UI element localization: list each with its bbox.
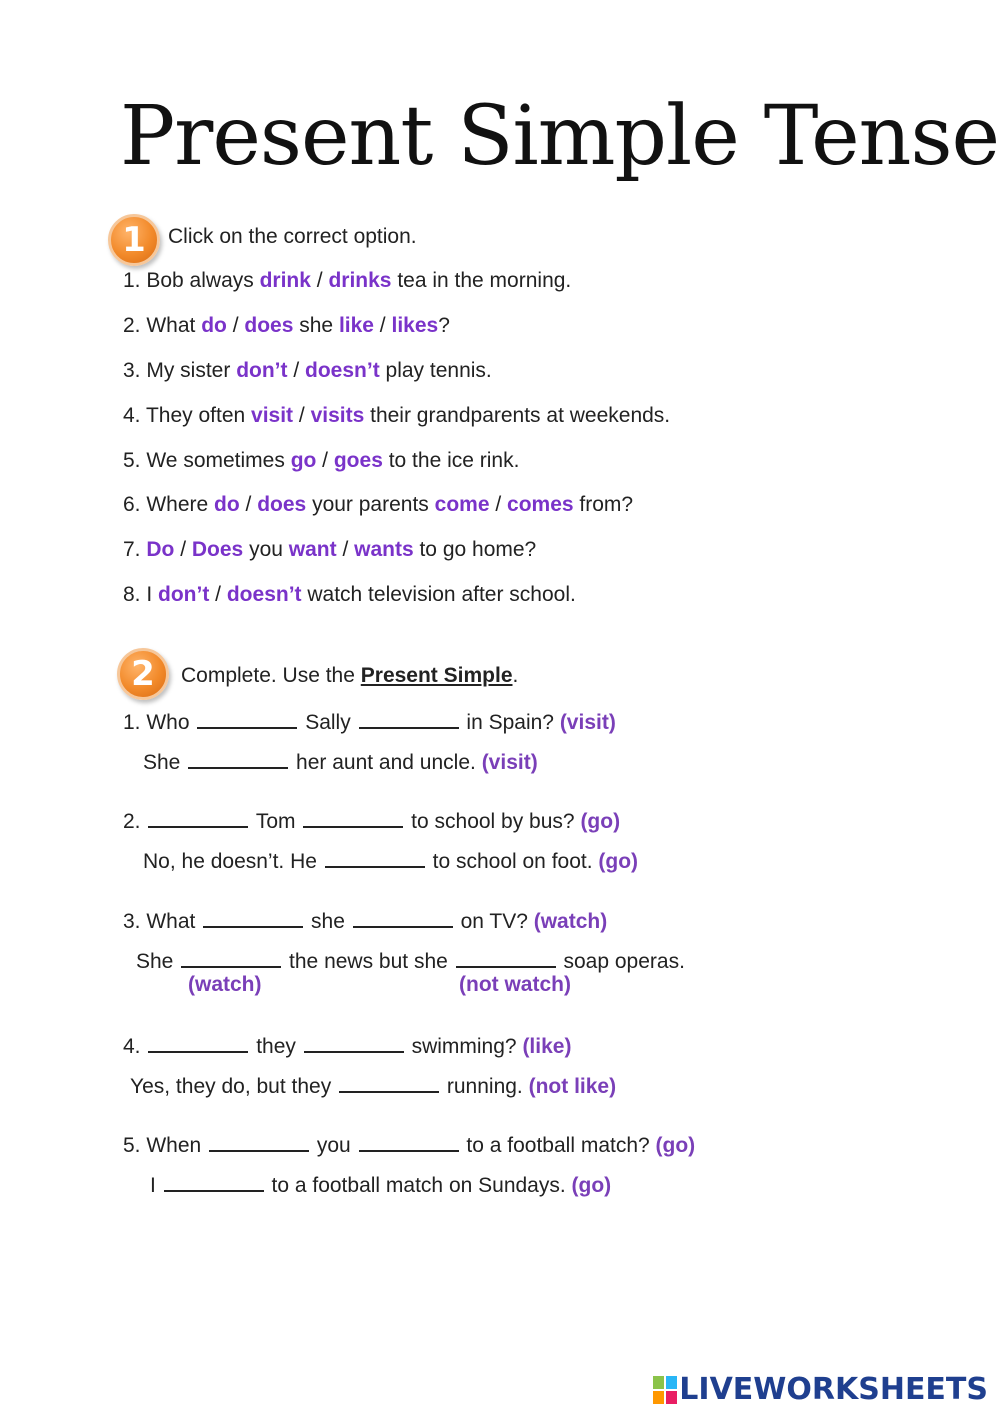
- exercise-2-line: [150, 1172, 611, 1198]
- instruction-text: Complete. Use the: [181, 664, 361, 687]
- item-number: 2.: [123, 314, 147, 337]
- hint-not-watch: (not watch): [459, 973, 571, 996]
- verb-hint: (not like): [528, 1075, 617, 1098]
- exercise-2-number-badge: 2: [117, 648, 169, 700]
- sentence-text: tea in the morning.: [391, 269, 572, 292]
- sentence-text: in Spain?: [460, 711, 560, 734]
- sentence-text: you: [243, 538, 289, 561]
- answer-blank-input[interactable]: [353, 908, 453, 928]
- item-number: 7.: [123, 538, 147, 561]
- brand-footer: [653, 1372, 988, 1407]
- sentence-text: running.: [441, 1075, 529, 1098]
- sentence-text: /: [226, 314, 245, 337]
- answer-option[interactable]: goes: [333, 449, 383, 472]
- exercise-2-line: [130, 1073, 616, 1099]
- answer-blank-input[interactable]: [359, 1132, 459, 1152]
- answer-option[interactable]: Does: [191, 538, 244, 561]
- sentence-text: she: [293, 314, 339, 337]
- answer-option[interactable]: come: [434, 493, 490, 516]
- sentence-text: No, he doesn’t. He: [143, 850, 323, 873]
- sentence-text: you: [311, 1134, 357, 1157]
- answer-blank-input[interactable]: [303, 808, 403, 828]
- exercise-1-item: [123, 449, 519, 473]
- answer-option[interactable]: drinks: [328, 269, 392, 292]
- sentence-text: /: [174, 538, 192, 561]
- sentence-text: Yes, they do, but they: [130, 1075, 338, 1098]
- sentence-text: play tennis.: [379, 359, 492, 382]
- sentence-text: to a football match?: [460, 1134, 656, 1157]
- sentence-text: 4.: [123, 1035, 147, 1058]
- exercise-2-line: [123, 1033, 571, 1059]
- sentence-text: What: [146, 314, 202, 337]
- sentence-text: to school on foot.: [426, 850, 599, 873]
- sentence-text: She: [136, 950, 180, 973]
- sentence-text: /: [293, 404, 311, 427]
- answer-blank-input[interactable]: [359, 709, 459, 729]
- sentence-text: from?: [573, 493, 634, 516]
- exercise-1-item: [123, 583, 576, 607]
- sentence-text: They often: [145, 404, 252, 427]
- answer-blank-input[interactable]: [148, 1033, 248, 1053]
- exercise-2-line: [143, 749, 538, 775]
- answer-blank-input[interactable]: [325, 848, 425, 868]
- sentence-text: to a football match on Sundays.: [265, 1174, 572, 1197]
- exercise-2-instruction: [181, 664, 518, 688]
- answer-option[interactable]: does: [244, 314, 294, 337]
- answer-option[interactable]: comes: [507, 493, 574, 516]
- answer-option[interactable]: doesn’t: [305, 359, 380, 382]
- answer-option[interactable]: visits: [310, 404, 365, 427]
- answer-option[interactable]: do: [201, 314, 227, 337]
- exercise-2-line: [123, 908, 607, 934]
- sentence-text: to go home?: [413, 538, 537, 561]
- sentence-text: Sally: [299, 711, 357, 734]
- sentence-text: they: [250, 1035, 302, 1058]
- verb-hint: (go): [598, 850, 639, 873]
- sentence-text: the news but she: [283, 950, 454, 973]
- sentence-text: /: [310, 269, 329, 292]
- sentence-text: My sister: [146, 359, 237, 382]
- answer-blank-input[interactable]: [304, 1033, 404, 1053]
- instruction-emphasis: Present Simple: [360, 664, 513, 687]
- sentence-text: 2.: [123, 810, 147, 833]
- item-number: 3.: [123, 359, 147, 382]
- answer-blank-input[interactable]: [148, 808, 248, 828]
- verb-hint: (go): [571, 1174, 612, 1197]
- sentence-text: We sometimes: [146, 449, 291, 472]
- verb-hint: (go): [655, 1134, 696, 1157]
- sentence-text: she: [305, 910, 351, 933]
- answer-blank-input[interactable]: [456, 948, 556, 968]
- exercise-1-instruction: Click on the correct option.: [168, 225, 417, 248]
- brand-text: LIVEWORKSHEETS: [679, 1372, 988, 1407]
- answer-option[interactable]: do: [214, 493, 240, 516]
- answer-option[interactable]: likes: [391, 314, 439, 337]
- sentence-text: 5. When: [123, 1134, 208, 1157]
- sentence-text: watch television after school.: [301, 583, 576, 606]
- answer-blank-input[interactable]: [339, 1073, 439, 1093]
- answer-blank-input[interactable]: [188, 749, 288, 769]
- sentence-text: I: [146, 583, 159, 606]
- verb-hint: (visit): [559, 711, 616, 734]
- item-number: 6.: [123, 493, 147, 516]
- answer-option[interactable]: does: [257, 493, 307, 516]
- sentence-text: soap operas.: [557, 950, 685, 973]
- verb-hint: (go): [580, 810, 621, 833]
- sentence-text: /: [287, 359, 306, 382]
- item-number: 8.: [123, 583, 147, 606]
- exercise-1-item: [123, 314, 450, 338]
- sentence-text: /: [373, 314, 392, 337]
- exercise-1-item: [123, 538, 536, 562]
- sentence-text: their grandparents at weekends.: [364, 404, 671, 427]
- exercise-1-item: [123, 493, 633, 517]
- answer-option[interactable]: drink: [259, 269, 311, 292]
- sentence-text: 3. What: [123, 910, 202, 933]
- sentence-text: 1. Who: [123, 711, 196, 734]
- exercise-1-item: [123, 404, 670, 428]
- answer-option[interactable]: don’t: [236, 359, 288, 382]
- exercise-1-item: [123, 269, 571, 293]
- exercise-2-line: [123, 1132, 695, 1158]
- answer-option[interactable]: visit: [251, 404, 294, 427]
- sentence-text: /: [316, 449, 334, 472]
- sentence-text: Where: [146, 493, 215, 516]
- sentence-text: to the ice rink.: [382, 449, 520, 472]
- sentence-text: Tom: [250, 810, 302, 833]
- answer-option[interactable]: like: [338, 314, 374, 337]
- sentence-text: /: [336, 538, 355, 561]
- answer-blank-input[interactable]: [209, 1132, 309, 1152]
- instruction-end: .: [512, 664, 519, 687]
- answer-blank-input[interactable]: [181, 948, 281, 968]
- item-number: 4.: [123, 404, 146, 427]
- liveworksheets-logo-icon: [653, 1376, 677, 1404]
- answer-option[interactable]: Do: [146, 538, 175, 561]
- exercise-2-line: [136, 948, 685, 974]
- exercise-2-line: [143, 848, 638, 874]
- sentence-text: She: [143, 751, 187, 774]
- answer-blank-input[interactable]: [203, 908, 303, 928]
- answer-blank-input[interactable]: [164, 1172, 264, 1192]
- exercise-1-item: [123, 359, 492, 383]
- answer-option[interactable]: doesn’t: [226, 583, 302, 606]
- exercise-2-line: [123, 709, 616, 735]
- sentence-text: your parents: [306, 493, 435, 516]
- sentence-text: Bob always: [146, 269, 260, 292]
- sentence-text: ?: [438, 314, 450, 337]
- exercise-1-number-badge: 1: [108, 214, 160, 266]
- sentence-text: on TV?: [454, 910, 534, 933]
- sentence-text: swimming?: [405, 1035, 523, 1058]
- hint-watch: (watch): [188, 973, 262, 996]
- item-number: 5.: [123, 449, 147, 472]
- answer-option[interactable]: wants: [354, 538, 414, 561]
- answer-blank-input[interactable]: [197, 709, 297, 729]
- answer-option[interactable]: want: [288, 538, 337, 561]
- answer-option[interactable]: go: [290, 449, 317, 472]
- sentence-text: I: [150, 1174, 162, 1197]
- item-number: 1.: [123, 269, 147, 292]
- page-title: Present Simple Tense: [120, 89, 1000, 184]
- sentence-text: her aunt and uncle.: [290, 751, 482, 774]
- exercise-2-line: [123, 808, 620, 834]
- verb-hint: (watch): [533, 910, 608, 933]
- sentence-text: /: [239, 493, 258, 516]
- verb-hint: (like): [522, 1035, 572, 1058]
- verb-hint: (visit): [481, 751, 538, 774]
- sentence-text: /: [489, 493, 508, 516]
- sentence-text: to school by bus?: [405, 810, 581, 833]
- sentence-text: /: [209, 583, 227, 606]
- answer-option[interactable]: don’t: [158, 583, 210, 606]
